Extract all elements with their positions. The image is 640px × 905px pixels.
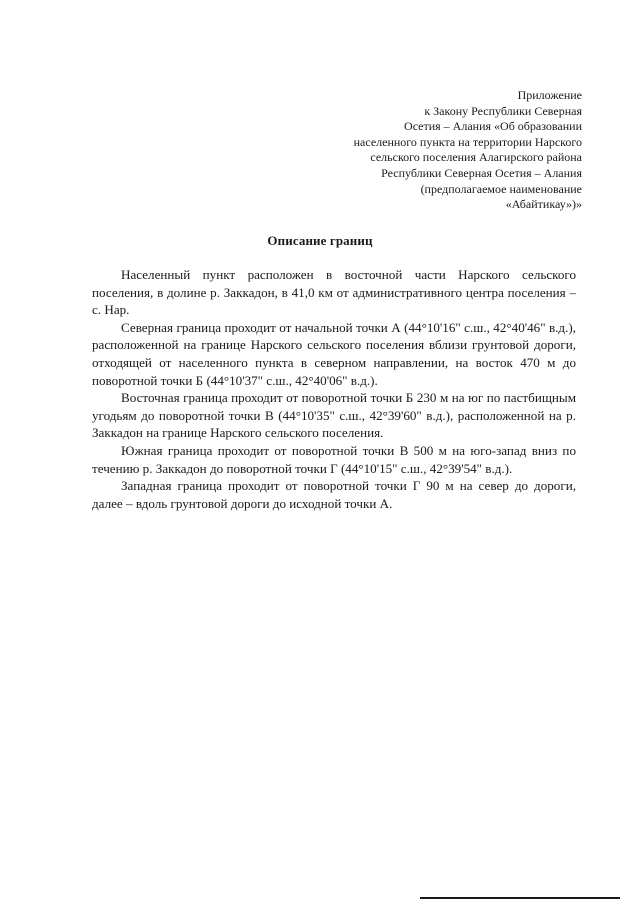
document-body [92, 266, 576, 512]
body-paragraph: Восточная граница проходит от поворотной точки Б 230 м на юг по пастбищным угодьям до поворотной точки В (44°10'35" с.ш., 42°39'60" в.д.), расположенной на р. Заккадон на границе Нарского сельского поселения. [92, 390, 576, 441]
appendix-line: (предполагаемое наименование [420, 181, 582, 196]
appendix-line: сельского поселения Алагирского района [370, 150, 582, 165]
body-paragraph: Западная граница проходит от поворотной точки Г 90 м на север до дороги, далее – вдоль грунтовой дороги до исходной точки А. [92, 478, 576, 511]
appendix-line: Осетия – Алания «Об образовании [404, 119, 582, 134]
body-paragraph: Населенный пункт расположен в восточной части Нарского сельского поселения, в долине р. Заккадон, в 41,0 км от административного центра поселения – с. Нар. [92, 267, 576, 318]
appendix-header [292, 88, 582, 213]
footer-divider [420, 897, 620, 899]
body-paragraph: Северная граница проходит от начальной точки А (44°10'16" с.ш., 42°40'46" в.д.), расположенной на границе Нарского сельского поселения вблизи грунтовой дороги, отходящей от населенного пункта в северном направлении, на восток 470 м до поворотной точки Б (44°10'37" с.ш., 42°40'06" в.д.). [92, 319, 576, 388]
appendix-line: населенного пункта на территории Нарского [353, 134, 582, 149]
appendix-line: к Закону Республики Северная [424, 103, 582, 118]
document-title: Описание границ [267, 233, 373, 248]
appendix-line: Республики Северная Осетия – Алания [381, 165, 582, 180]
body-paragraph: Южная граница проходит от поворотной точки В 500 м на юго-запад вниз по течению р. Заккадон до поворотной точки Г (44°10'15" с.ш., 42°39'54" в.д.). [92, 442, 576, 476]
appendix-line: «Абайтикау»)» [505, 197, 582, 212]
appendix-line: Приложение [517, 88, 582, 102]
